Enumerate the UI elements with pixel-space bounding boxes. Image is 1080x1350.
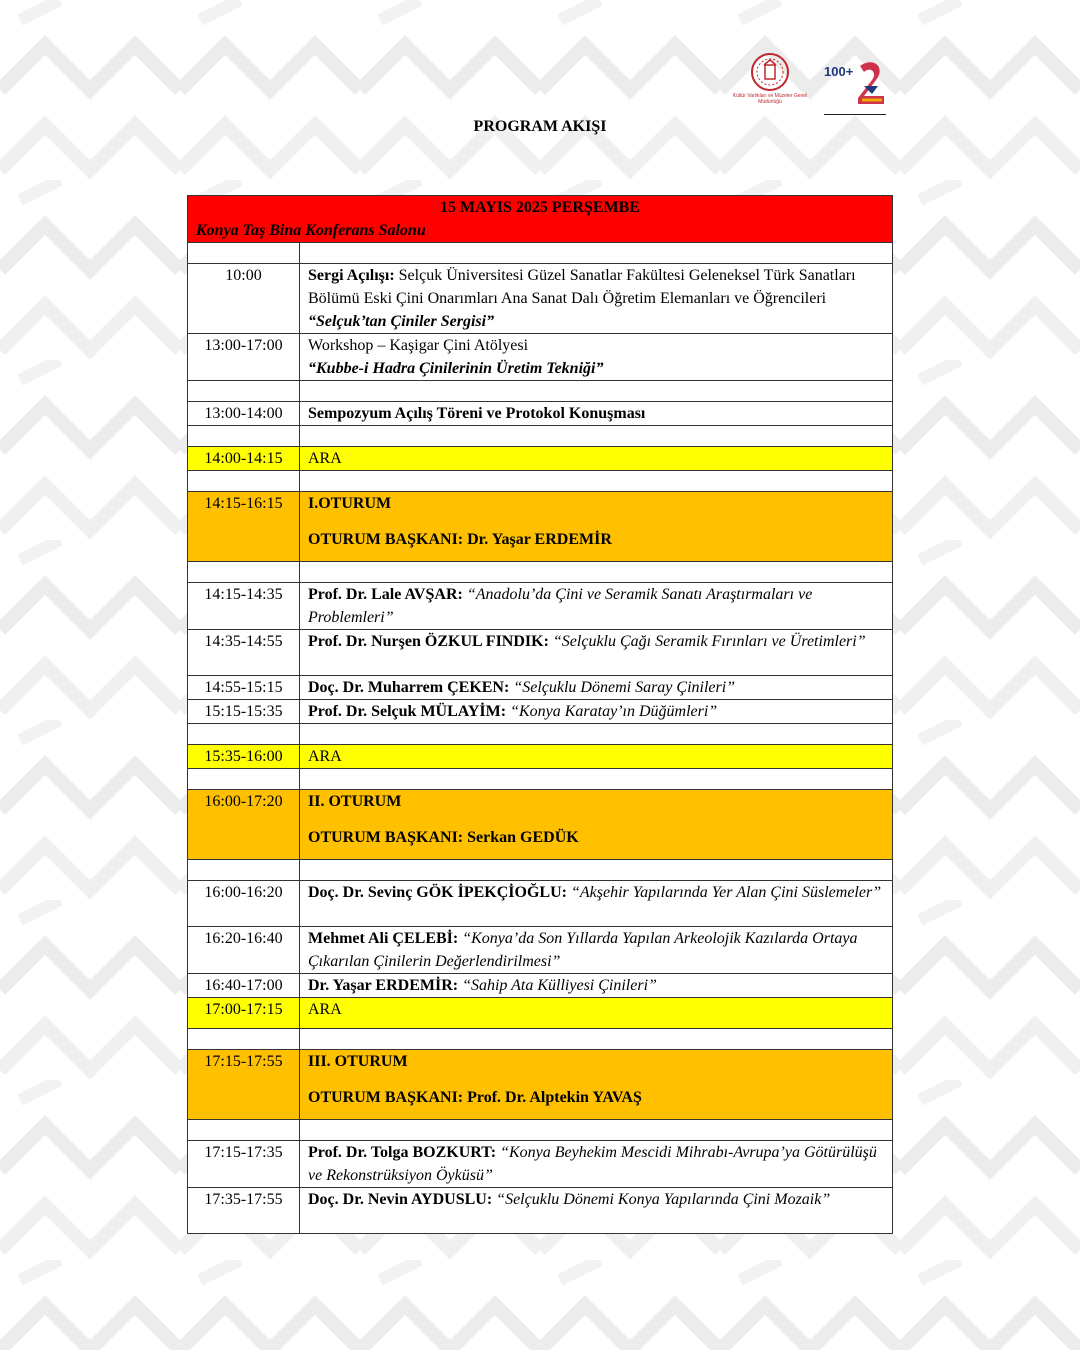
- ministry-emblem-icon: [750, 52, 790, 92]
- event-title: “Selçuk’tan Çiniler Sergisi”: [308, 313, 495, 330]
- talk-cell: [300, 974, 893, 998]
- time-cell: 16:00-17:20: [188, 790, 300, 860]
- talk-speaker: Doç. Dr. Nevin AYDUSLU:: [308, 1191, 493, 1208]
- talk-cell: [300, 1141, 893, 1188]
- session-cell: [300, 492, 893, 562]
- time-cell: 15:35-16:00: [188, 745, 300, 769]
- session-row: [188, 492, 893, 562]
- talk-speaker: Prof. Dr. Lale AVŞAR:: [308, 586, 463, 603]
- session-chair: OTURUM BAŞKANI: Serkan GEDÜK: [308, 829, 579, 846]
- talk-title: “Sahip Ata Külliyesi Çinileri”: [462, 977, 657, 994]
- header-logos: [730, 52, 900, 122]
- time-cell: 14:15-14:35: [188, 583, 300, 630]
- time-cell: 16:00-16:20: [188, 881, 300, 927]
- table-row: [188, 630, 893, 676]
- time-cell: 16:40-17:00: [188, 974, 300, 998]
- spacer-row: [188, 243, 893, 264]
- session-title: I.OTURUM: [308, 495, 392, 512]
- talk-speaker: Doç. Dr. Muharrem ÇEKEN:: [308, 679, 510, 696]
- ministry-caption: Kültür Varlıkları ve Müzeler Genel Müdürlüğü: [732, 93, 808, 105]
- spacer-row: [188, 769, 893, 790]
- event-text: Sempozyum Açılış Töreni ve Protokol Konuşması: [308, 405, 646, 422]
- table-row: [188, 881, 893, 927]
- spacer-row: [188, 426, 893, 447]
- break-label: ARA: [300, 998, 893, 1029]
- talk-title: “Akşehir Yapılarında Yer Alan Çini Süslemeler”: [570, 884, 882, 901]
- spacer-row: [188, 1029, 893, 1050]
- time-cell: 17:15-17:35: [188, 1141, 300, 1188]
- break-label: ARA: [300, 745, 893, 769]
- session-chair: OTURUM BAŞKANI: Dr. Yaşar ERDEMİR: [308, 531, 612, 548]
- talk-title: “Konya’da Son Yıllarda Yapılan Arkeolojik Kazılarda Ortaya Çıkarılan Çinilerin Değerlendirilmesi”: [308, 930, 858, 970]
- table-row: [188, 583, 893, 630]
- talk-cell: [300, 676, 893, 700]
- header-cell: [188, 196, 893, 243]
- talk-title: “Konya Karatay’ın Düğümleri”: [510, 703, 718, 720]
- centennial-logo: [824, 56, 888, 118]
- talk-speaker: Prof. Dr. Selçuk MÜLAYİM:: [308, 703, 507, 720]
- table-row: [188, 927, 893, 974]
- talk-title: “Konya Beyhekim Mescidi Mihrabı-Avrupa’ya Götürülüşü ve Rekonstrüksiyon Öyküsü”: [308, 1144, 877, 1184]
- time-cell: 14:55-15:15: [188, 676, 300, 700]
- table-row: [188, 334, 893, 381]
- session-title: II. OTURUM: [308, 793, 402, 810]
- spacer-row: [188, 860, 893, 881]
- time-cell: 14:35-14:55: [188, 630, 300, 676]
- centennial-text: 100+: [824, 64, 854, 79]
- talk-speaker: Mehmet Ali ÇELEBİ:: [308, 930, 459, 947]
- program-date: 15 MAYIS 2025 PERŞEMBE: [440, 199, 640, 216]
- page-title: PROGRAM AKIŞI: [473, 118, 607, 135]
- time-cell: 17:15-17:55: [188, 1050, 300, 1120]
- talk-speaker: Doç. Dr. Sevinç GÖK İPEKÇİOĞLU:: [308, 884, 567, 901]
- talk-cell: [300, 700, 893, 724]
- table-row: [188, 402, 893, 426]
- talk-cell: [300, 630, 893, 676]
- time-cell: 10:00: [188, 264, 300, 334]
- event-text: Selçuk Üniversitesi Güzel Sanatlar Fakültesi Geleneksel Türk Sanatları Bölümü Eski Çini Onarımları Ana Sanat Dalı Öğretim Elemanları ve Öğrencileri: [308, 267, 856, 307]
- break-row: [188, 745, 893, 769]
- talk-speaker: Prof. Dr. Tolga BOZKURT:: [308, 1144, 497, 1161]
- time-cell: 13:00-14:00: [188, 402, 300, 426]
- talk-title: “Selçuklu Dönemi Konya Yapılarında Çini Mozaik”: [496, 1191, 831, 1208]
- session-cell: [300, 1050, 893, 1120]
- table-header-row: [188, 196, 893, 243]
- session-title: III. OTURUM: [308, 1053, 408, 1070]
- time-cell: 16:20-16:40: [188, 927, 300, 974]
- spacer-row: [188, 471, 893, 492]
- program-table: [187, 195, 893, 1234]
- break-row: [188, 447, 893, 471]
- spacer-row: [188, 381, 893, 402]
- table-row: [188, 264, 893, 334]
- talk-title: “Anadolu’da Çini ve Seramik Sanatı Araştırmaları ve Problemleri”: [308, 586, 813, 626]
- talk-title: “Selçuklu Dönemi Saray Çinileri”: [513, 679, 736, 696]
- time-cell: 14:00-14:15: [188, 447, 300, 471]
- talk-cell: [300, 1188, 893, 1234]
- logo-underline: [824, 114, 886, 115]
- centennial-emblem-icon: [824, 56, 888, 112]
- spacer-row: [188, 724, 893, 745]
- ministry-logo: [730, 52, 810, 114]
- table-row: [188, 676, 893, 700]
- time-cell: 15:15-15:35: [188, 700, 300, 724]
- spacer-row: [188, 562, 893, 583]
- event-cell: [300, 334, 893, 381]
- talk-speaker: Prof. Dr. Nurşen ÖZKUL FINDIK:: [308, 633, 549, 650]
- break-row: [188, 998, 893, 1029]
- program-venue: Konya Taş Bina Konferans Salonu: [196, 222, 426, 239]
- talk-cell: [300, 927, 893, 974]
- time-cell: 13:00-17:00: [188, 334, 300, 381]
- session-row: [188, 1050, 893, 1120]
- session-row: [188, 790, 893, 860]
- talk-cell: [300, 583, 893, 630]
- session-chair: OTURUM BAŞKANI: Prof. Dr. Alptekin YAVAŞ: [308, 1089, 642, 1106]
- table-row: [188, 1141, 893, 1188]
- break-label: ARA: [300, 447, 893, 471]
- event-cell: [300, 402, 893, 426]
- talk-speaker: Dr. Yaşar ERDEMİR:: [308, 977, 459, 994]
- spacer-row: [188, 1120, 893, 1141]
- event-title: “Kubbe-i Hadra Çinilerinin Üretim Tekniği”: [308, 360, 604, 377]
- talk-cell: [300, 881, 893, 927]
- time-cell: 17:00-17:15: [188, 998, 300, 1029]
- event-label: Sergi Açılışı:: [308, 267, 395, 284]
- event-text: Workshop – Kaşigar Çini Atölyesi: [308, 337, 529, 354]
- table-row: [188, 974, 893, 998]
- talk-title: “Selçuklu Çağı Seramik Fırınları ve Üretimleri”: [552, 633, 866, 650]
- table-row: [188, 1188, 893, 1234]
- event-cell: [300, 264, 893, 334]
- time-cell: 17:35-17:55: [188, 1188, 300, 1234]
- time-cell: 14:15-16:15: [188, 492, 300, 562]
- table-row: [188, 700, 893, 724]
- session-cell: [300, 790, 893, 860]
